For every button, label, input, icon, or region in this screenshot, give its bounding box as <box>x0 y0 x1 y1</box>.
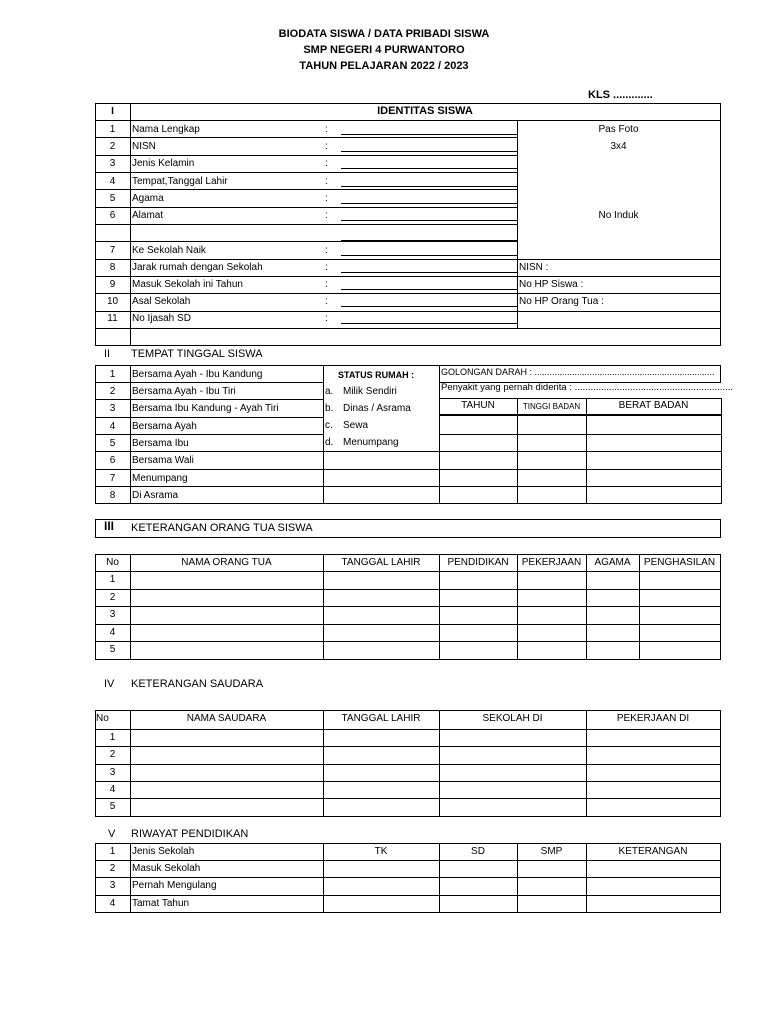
house-status-option[interactable]: Dinas / Asrama <box>343 403 411 414</box>
document-title: BIODATA SISWA / DATA PRIBADI SISWA <box>278 28 490 40</box>
row-number: 3 <box>109 880 116 891</box>
row-label: Tamat Tahun <box>132 898 190 909</box>
row-number: 5 <box>109 438 116 449</box>
column-header: PEKERJAAN DI <box>616 713 690 724</box>
colon: : <box>325 158 328 169</box>
rule-line <box>95 764 720 765</box>
column-header: NAMA ORANG TUA <box>181 557 272 568</box>
row-number: 5 <box>109 801 116 812</box>
rule-line <box>517 293 720 294</box>
column-header: SMP <box>540 846 563 857</box>
column-header: No <box>96 713 109 724</box>
rule-line <box>95 241 517 242</box>
row-number: 4 <box>109 421 116 432</box>
field-label: No Ijasah SD <box>132 313 191 324</box>
row-number: 4 <box>109 784 116 795</box>
field-input[interactable] <box>341 272 517 273</box>
rule-line <box>95 746 720 747</box>
rule-line <box>439 451 721 452</box>
rule-line <box>95 895 720 896</box>
rule-line <box>517 259 720 260</box>
field-input[interactable] <box>341 134 517 135</box>
colon: : <box>325 296 328 307</box>
row-number: 8 <box>109 490 116 501</box>
row-number: 8 <box>109 262 116 273</box>
rule-line <box>439 486 721 487</box>
field-input[interactable] <box>341 151 517 152</box>
field-label: Ke Sekolah Naik <box>132 245 206 256</box>
rule-line <box>323 365 324 503</box>
column-header: TK <box>374 846 388 857</box>
rule-line <box>130 417 323 418</box>
rule-line <box>95 417 130 418</box>
section-title: IDENTITAS SISWA <box>377 105 473 117</box>
column-header: TANGGAL LAHIR <box>341 713 421 724</box>
column-header: PEKERJAAN <box>521 557 582 568</box>
row-number: 5 <box>109 644 116 655</box>
section-number: II <box>104 348 111 360</box>
rule-line <box>95 589 720 590</box>
field-input[interactable] <box>341 220 517 221</box>
nisn-label[interactable]: NISN : <box>519 262 549 273</box>
row-number: 6 <box>109 210 116 221</box>
section-number: I <box>111 106 114 117</box>
field-input[interactable] <box>341 240 517 241</box>
rule-line <box>323 486 439 487</box>
academic-year: TAHUN PELAJARAN 2022 / 2023 <box>299 60 469 72</box>
field-input[interactable] <box>341 289 517 290</box>
residence-option[interactable]: Menumpang <box>132 473 188 484</box>
rule-line <box>95 860 720 861</box>
rule-line <box>95 434 130 435</box>
row-number: 1 <box>109 369 116 380</box>
row-number: 11 <box>107 313 118 324</box>
row-label: Jenis Sekolah <box>132 846 195 857</box>
colon: : <box>325 313 328 324</box>
option-key: b. <box>325 403 334 414</box>
height-header: TINGGI BADAN <box>522 402 581 411</box>
house-status-option[interactable]: Menumpang <box>343 437 399 448</box>
field-label: Asal Sekolah <box>132 296 191 307</box>
row-number: 2 <box>109 863 116 874</box>
residence-option[interactable]: Di Asrama <box>132 490 179 501</box>
rule-line <box>95 259 517 260</box>
row-label: Pernah Mengulang <box>132 880 217 891</box>
colon: : <box>325 245 328 256</box>
field-input[interactable] <box>341 203 517 204</box>
rule-line <box>95 328 720 329</box>
house-status-option[interactable]: Milik Sendiri <box>343 386 397 397</box>
weight-header: BERAT BADAN <box>618 400 689 411</box>
row-number: 3 <box>109 158 116 169</box>
field-input[interactable] <box>341 255 517 256</box>
row-number: 1 <box>109 124 116 135</box>
field-input[interactable] <box>341 323 517 324</box>
rule-line <box>95 137 517 138</box>
rule-line <box>323 469 439 470</box>
colon: : <box>325 193 328 204</box>
colon: : <box>325 262 328 273</box>
field-label: Masuk Sekolah ini Tahun <box>132 279 243 290</box>
row-number: 9 <box>109 279 116 290</box>
row-number: 4 <box>109 176 116 187</box>
parents-table <box>95 554 721 660</box>
residence-option[interactable]: Bersama Wali <box>132 455 194 466</box>
rule-line <box>95 877 720 878</box>
field-input[interactable] <box>341 306 517 307</box>
row-number: 1 <box>109 574 116 585</box>
colon: : <box>325 141 328 152</box>
rule-line <box>95 571 720 572</box>
row-number: 7 <box>109 473 116 484</box>
photo-size: 3x4 <box>610 141 627 152</box>
field-label: Jarak rumah dengan Sekolah <box>132 262 263 273</box>
class-field[interactable]: KLS ............. <box>588 89 653 101</box>
row-number: 2 <box>109 386 116 397</box>
section-title: RIWAYAT PENDIDIKAN <box>131 828 249 840</box>
column-header: SD <box>471 846 485 857</box>
field-input[interactable] <box>341 186 517 187</box>
row-number: 5 <box>109 193 116 204</box>
option-key: d. <box>325 437 334 448</box>
rule-line <box>130 469 323 470</box>
rule-line <box>95 606 720 607</box>
rule-line <box>517 311 720 312</box>
rule-line <box>439 710 440 816</box>
rule-line <box>517 276 720 277</box>
field-label: Jenis Kelamin <box>132 158 195 169</box>
rule-line <box>95 172 517 173</box>
rule-line <box>323 451 439 452</box>
house-status-option[interactable]: Sewa <box>343 420 369 431</box>
rule-line <box>95 729 720 730</box>
row-number: 7 <box>109 245 116 256</box>
column-header: TANGGAL LAHIR <box>341 557 421 568</box>
section-title: KETERANGAN SAUDARA <box>131 678 264 690</box>
colon: : <box>325 176 328 187</box>
rule-line <box>95 207 517 208</box>
residence-option[interactable]: Bersama Ayah <box>132 421 197 432</box>
field-label: Agama <box>132 193 164 204</box>
column-header: PENGHASILAN <box>643 557 716 568</box>
field-input[interactable] <box>341 168 517 169</box>
colon: : <box>325 124 328 135</box>
rule-line <box>130 486 323 487</box>
school-name: SMP NEGERI 4 PURWANTORO <box>303 44 465 56</box>
section-number: IV <box>104 678 115 690</box>
rule-line <box>95 382 130 383</box>
row-number: 3 <box>109 767 116 778</box>
rule-line <box>95 798 720 799</box>
rule-line <box>130 434 323 435</box>
residence-option[interactable]: Bersama Ayah - Ibu Kandung <box>132 369 263 380</box>
row-number: 4 <box>109 898 116 909</box>
row-number: 2 <box>109 592 116 603</box>
parent-phone-label[interactable]: No HP Orang Tua : <box>519 296 604 307</box>
blood-type-field: GOLONGAN DARAH : ........................................................................ <box>441 367 715 377</box>
rule-line <box>95 293 517 294</box>
rule-line <box>95 624 720 625</box>
rule-line <box>95 311 517 312</box>
rule-line <box>95 781 720 782</box>
rule-line <box>95 469 130 470</box>
rule-line <box>130 710 131 816</box>
field-label: Nama Lengkap <box>132 124 200 135</box>
section-title: KETERANGAN ORANG TUA SISWA <box>131 522 313 534</box>
rule-line <box>95 486 130 487</box>
row-label: Masuk Sekolah <box>132 863 201 874</box>
field-label: Alamat <box>132 210 164 221</box>
rule-line <box>130 451 323 452</box>
rule-line <box>95 451 130 452</box>
rule-line <box>323 710 324 816</box>
section-title: TEMPAT TINGGAL SISWA <box>131 348 263 360</box>
rule-line <box>95 276 517 277</box>
option-key: a. <box>325 386 334 397</box>
option-key: c. <box>325 420 333 431</box>
rule-line <box>95 120 720 121</box>
residence-option[interactable]: Bersama Ibu Kandung - Ayah Tiri <box>132 403 279 414</box>
row-number: 3 <box>109 609 116 620</box>
rule-line <box>130 399 323 400</box>
column-header: No <box>106 557 119 568</box>
residence-option[interactable]: Bersama Ayah - Ibu Tiri <box>132 386 236 397</box>
row-number: 2 <box>109 141 116 152</box>
column-header: AGAMA <box>594 557 631 568</box>
rule-line <box>95 224 517 225</box>
photo-label: Pas Foto <box>598 124 639 135</box>
rule-line <box>439 434 721 435</box>
rule-line <box>95 399 130 400</box>
row-number: 4 <box>109 627 116 638</box>
row-number: 1 <box>109 846 116 857</box>
illness-field[interactable]: Penyakit yang pernah diderita : ............................................................ <box>441 382 733 393</box>
rule-line <box>95 641 720 642</box>
field-label: NISN <box>132 141 156 152</box>
column-header: PENDIDIKAN <box>447 557 509 568</box>
column-header: SEKOLAH DI <box>482 713 543 724</box>
column-header: NAMA SAUDARA <box>186 713 267 724</box>
row-number: 1 <box>109 732 116 743</box>
colon: : <box>325 279 328 290</box>
rule-line <box>95 189 517 190</box>
rule-line <box>439 415 721 416</box>
house-status-title: STATUS RUMAH : <box>338 370 415 380</box>
section-number: V <box>108 828 116 840</box>
column-header: KETERANGAN <box>618 846 688 857</box>
row-number: 3 <box>109 403 116 414</box>
student-phone-label[interactable]: No HP Siswa : <box>519 279 584 290</box>
residence-option[interactable]: Bersama Ibu <box>132 438 189 449</box>
field-label: Tempat,Tanggal Lahir <box>132 176 228 187</box>
rule-line <box>586 710 587 816</box>
student-number-label: No Induk <box>598 210 639 221</box>
colon: : <box>325 210 328 221</box>
rule-line <box>439 469 721 470</box>
section-number: III <box>104 519 115 533</box>
row-number: 6 <box>109 455 116 466</box>
row-number: 10 <box>106 296 119 307</box>
rule-line <box>95 155 517 156</box>
rule-line <box>130 382 323 383</box>
year-header: TAHUN <box>461 400 495 411</box>
row-number: 2 <box>109 749 116 760</box>
